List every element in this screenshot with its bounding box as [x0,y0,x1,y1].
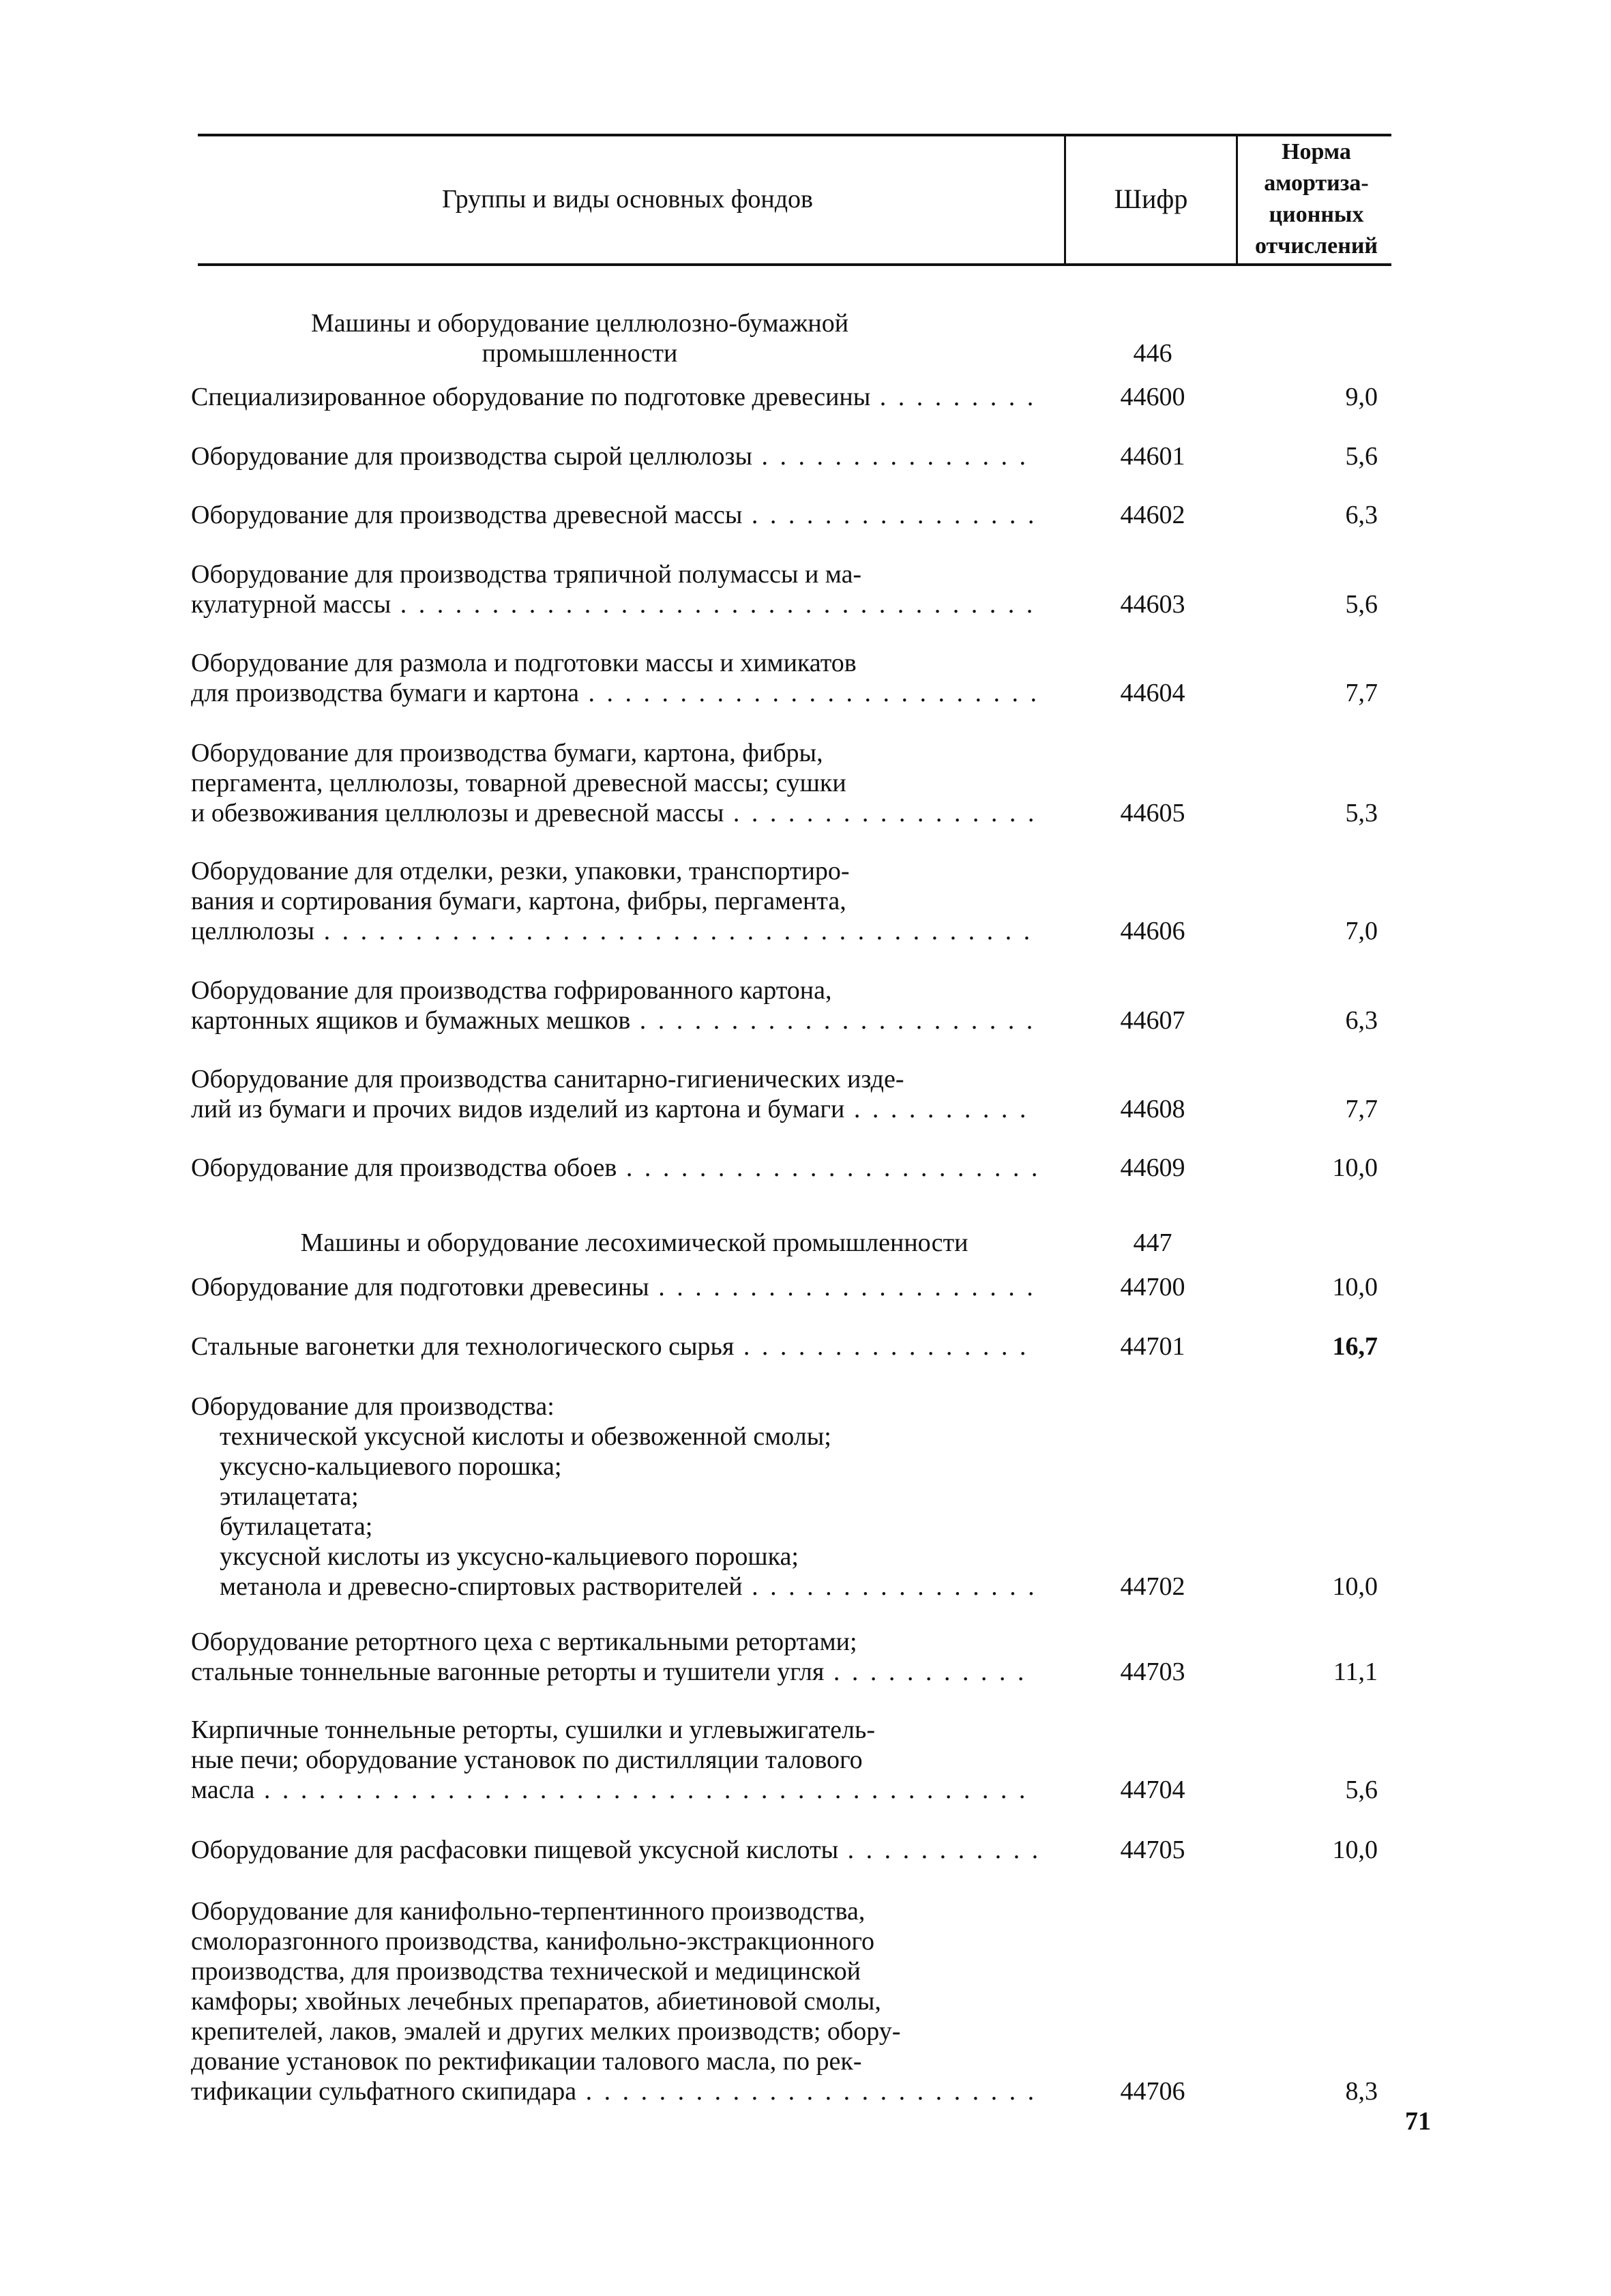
row-description-line: бутилацетата; [220,1512,373,1541]
row-code: 44606 [1120,917,1185,945]
row-norm: 7,0 [1345,917,1378,945]
row-description-line: Кирпичные тоннельные реторты, сушилки и углевыжигатель- [191,1716,875,1744]
row-description [191,1896,1037,2106]
row-description [191,648,1037,708]
row-code: 44607 [1120,1006,1185,1035]
row-code: 44703 [1120,1658,1185,1686]
row-description-line: тификации сульфатного скипидара . . . [191,2076,1037,2106]
row-description-line: Оборудование для канифольно-терпентинного производства, [191,1897,866,1926]
row-description-line: технической уксусной кислоты и обезвоженной смолы; [220,1422,831,1451]
row-description [191,1392,1037,1602]
row-code: 44603 [1120,590,1185,619]
section-title-line: Машины и оборудование целлюлозно-бумажной [310,309,849,338]
header-top-rule [198,134,1391,136]
header-bottom-rule [198,263,1391,266]
row-norm: 6,3 [1345,501,1378,529]
row-description [191,1627,1037,1687]
row-norm: 16,7 [1332,1332,1378,1361]
row-norm: 10,0 [1332,1572,1378,1601]
row-code: 44600 [1120,383,1185,411]
row-norm: 10,0 [1332,1153,1378,1182]
row-norm: 9,0 [1345,383,1378,411]
row-code: 44706 [1120,2077,1185,2106]
row-code: 44701 [1120,1332,1185,1361]
row-description-line: Оборудование для расфасовки пищевой уксусной кислоты . . . [191,1835,1037,1865]
column-header-norm-line: отчислений [1254,233,1378,259]
row-description-line: целлюлозы . . . [191,916,1037,946]
row-code: 44602 [1120,501,1185,529]
row-description-line: ные печи; оборудование установок по дистилляции талового [191,1746,863,1774]
row-description-line: Оборудование для подготовки древесины . . . [191,1272,1037,1302]
row-norm: 5,6 [1345,1776,1378,1804]
row-description-line: Оборудование для производства: [191,1392,555,1421]
row-norm: 7,7 [1345,679,1378,707]
row-description-line: кулатурной массы . . . [191,589,1037,619]
column-header-norm-line: ционных [1269,202,1364,227]
row-code: 44605 [1120,799,1185,827]
row-description-line: Оборудование ретортного цеха с вертикальными ретортами; [191,1628,857,1656]
column-header-groups: Группы и виды основных фондов [442,185,813,214]
row-description-line: Оборудование для производства тряпичной полумассы и ма- [191,560,862,589]
row-description-line: крепителей, лаков, эмалей и других мелких производств; обору- [191,2017,901,2046]
row-description-line: Оборудование для производства сырой целлюлозы . . . [191,441,1037,471]
row-description [191,500,1037,530]
row-norm: 10,0 [1332,1836,1378,1864]
row-code: 44704 [1120,1776,1185,1804]
section-code: 447 [1133,1228,1172,1257]
row-description-line: Оборудование для отделки, резки, упаковки, транспортиро- [191,857,850,885]
row-description-line: Специализированное оборудование по подготовке древесины . . . [191,382,1037,412]
row-norm: 5,3 [1345,799,1378,827]
row-description-line: дование установок по ректификации талового масла, по рек- [191,2047,862,2076]
section-title-line: Машины и оборудование лесохимической промышленности [300,1228,969,1257]
row-norm: 11,1 [1333,1658,1378,1686]
row-description [191,1064,1037,1124]
row-norm: 5,6 [1345,590,1378,619]
row-description [191,1153,1037,1183]
row-norm: 5,6 [1345,442,1378,471]
row-description-line: лий из бумаги и прочих видов изделий из картона и бумаги . . . [191,1094,1037,1124]
row-description-line: и обезвоживания целлюлозы и древесной массы . . . [191,798,1037,828]
header-divider-1 [1064,134,1066,266]
column-header-norm [1238,136,1395,262]
row-description-line: уксусной кислоты из уксусно-кальциевого порошка; [220,1542,799,1571]
row-description-line: производства, для производства технической и медицинской [191,1957,861,1986]
row-description-line: Оборудование для размола и подготовки массы и химикатов [191,649,857,677]
row-description [191,1272,1037,1302]
row-description-line: стальные тоннельные вагонные реторты и тушители угля . . . [191,1657,1037,1687]
row-code: 44608 [1120,1095,1185,1123]
row-description [191,1715,1037,1805]
row-description-line: метанола и древесно-спиртовых растворителей . . . [191,1572,1037,1602]
row-description-line: Оборудование для производства обоев . . . [191,1153,1037,1183]
row-code: 44601 [1120,442,1185,471]
row-description-line: смолоразгонного производства, канифольно-экстракционного [191,1927,874,1956]
row-description [191,1835,1037,1865]
section-title [300,308,859,368]
row-description-line: Оборудование для производства гофрированного картона, [191,976,832,1005]
row-description-line: Оборудование для производства санитарно-гигиенических изде- [191,1065,904,1093]
row-norm: 10,0 [1332,1273,1378,1301]
row-description-line: этилацетата; [220,1482,359,1511]
row-description-line: для производства бумаги и картона . . . [191,678,1037,708]
row-description-line: Оборудование для производства древесной массы . . . [191,500,1037,530]
row-code: 44609 [1120,1153,1185,1182]
row-code: 44700 [1120,1273,1185,1301]
row-description [191,559,1037,619]
row-description-line: вания и сортирования бумаги, картона, фибры, пергамента, [191,887,846,915]
row-description [191,975,1037,1035]
row-code: 44705 [1120,1836,1185,1864]
row-description-line: масла . . . [191,1775,1037,1805]
column-header-norm-line: амортиза- [1264,171,1369,196]
section-code: 446 [1133,339,1172,368]
row-description-line: камфоры; хвойных лечебных препаратов, абиетиновой смолы, [191,1987,881,2016]
row-description-line: уксусно-кальциевого порошка; [220,1452,562,1481]
column-header-norm-line: Норма [1282,139,1351,164]
row-norm: 8,3 [1345,2077,1378,2106]
column-header-code: Шифр [1114,183,1188,214]
row-description [191,441,1037,471]
page-number: 71 [1405,2107,1431,2136]
row-description [191,1331,1037,1362]
row-description-line: Стальные вагонетки для технологического сырья . . . [191,1331,1037,1362]
row-code: 44604 [1120,679,1185,707]
section-title-line: промышленности [482,339,678,368]
row-description-line: пергамента, целлюлозы, товарной древесной массы; сушки [191,769,846,797]
section-title [205,1228,1064,1258]
row-description [191,856,1037,946]
row-norm: 7,7 [1345,1095,1378,1123]
row-description-line: картонных ящиков и бумажных мешков . . . [191,1005,1037,1035]
row-norm: 6,3 [1345,1006,1378,1035]
row-code: 44702 [1120,1572,1185,1601]
row-description [191,738,1037,828]
row-description [191,382,1037,412]
row-description-line: Оборудование для производства бумаги, картона, фибры, [191,739,823,767]
